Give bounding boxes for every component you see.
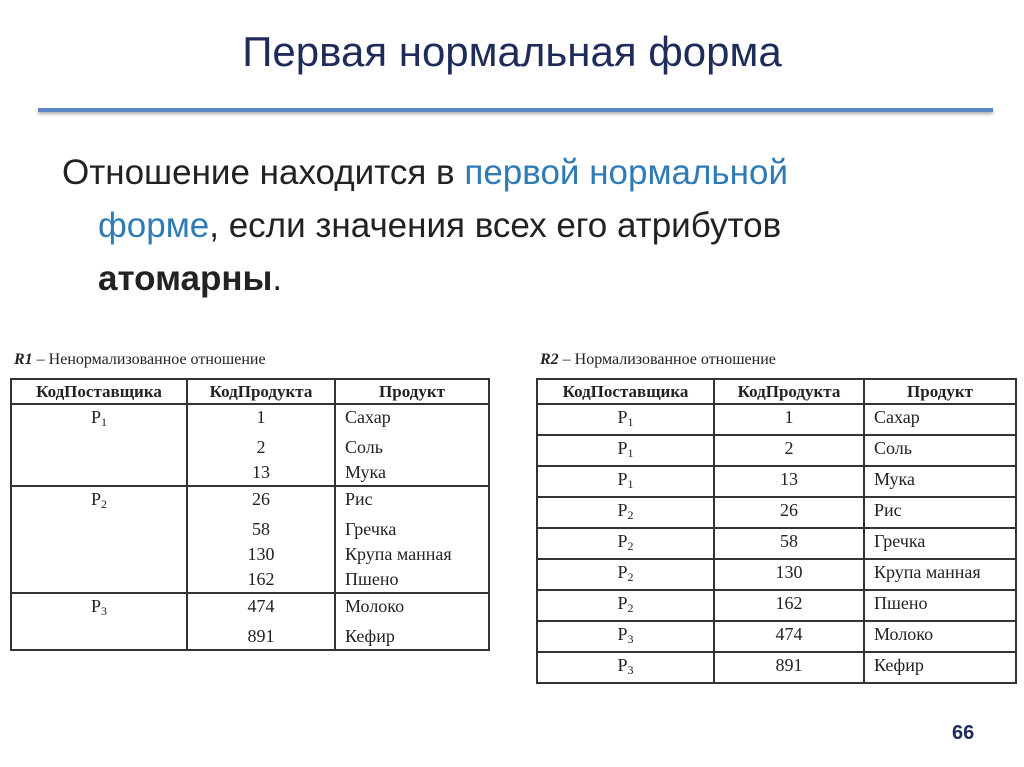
- supplier-letter: P: [90, 407, 101, 427]
- supplier-cell: [537, 497, 714, 528]
- supplier-cell-empty: [11, 567, 187, 593]
- table-row: [537, 652, 1016, 683]
- table-row: [11, 435, 489, 460]
- table-r1-block: [10, 348, 490, 651]
- supplier-cell: [537, 621, 714, 652]
- product-code-cell: 891: [187, 624, 335, 650]
- supplier-cell-empty: [11, 542, 187, 567]
- product-cell: Кефир: [864, 652, 1016, 683]
- supplier-index: 3: [627, 632, 634, 646]
- supplier-cell: [537, 559, 714, 590]
- product-code-cell: 162: [187, 567, 335, 593]
- product-cell: Крупа манная: [345, 544, 452, 564]
- product-code-cell: 58: [187, 517, 335, 542]
- supplier-cell-empty: [11, 517, 187, 542]
- product-cell: Рис: [345, 489, 373, 509]
- table-r1-unnormalized: [10, 378, 490, 651]
- caption-name: R2: [540, 351, 559, 368]
- header-product-code: КодПродукта: [714, 379, 864, 404]
- supplier-index: 1: [627, 446, 634, 460]
- supplier-letter: P: [617, 407, 628, 427]
- table-row: [11, 593, 489, 624]
- supplier-letter: P: [617, 500, 628, 520]
- product-code-cell: 130: [187, 542, 335, 567]
- caption-text: – Ненормализованное отношение: [32, 351, 266, 368]
- table-r1-caption: [10, 348, 490, 378]
- product-code-cell: 474: [187, 593, 335, 624]
- table-row: [11, 486, 489, 517]
- supplier-index: 2: [627, 508, 634, 522]
- supplier-cell: [537, 435, 714, 466]
- table-row: [537, 528, 1016, 559]
- product-cell: Гречка: [345, 519, 397, 539]
- product-cell: Крупа манная: [864, 559, 1016, 590]
- product-cell: Соль: [864, 435, 1016, 466]
- table-row: [537, 621, 1016, 652]
- supplier-letter: P: [617, 469, 628, 489]
- supplier-cell: [537, 404, 714, 435]
- table-r2-caption: [536, 348, 1017, 378]
- supplier-index: 3: [101, 604, 107, 618]
- term-highlight-1: первой нормальной: [464, 153, 788, 192]
- definition-part2: , если значения всех его атрибутов: [209, 206, 782, 245]
- supplier-cell-empty: [11, 624, 187, 650]
- supplier-index: 1: [627, 477, 634, 491]
- product-code-cell: 162: [714, 590, 864, 621]
- product-cell: Молоко: [345, 596, 405, 616]
- product-code-cell: 2: [187, 435, 335, 460]
- caption-name: R1: [14, 351, 33, 368]
- product-cell: Мука: [335, 460, 489, 486]
- table-row: [11, 460, 489, 486]
- supplier-index: 2: [627, 601, 634, 615]
- product-code-cell: 13: [187, 460, 335, 486]
- table-row: [537, 590, 1016, 621]
- supplier-letter: P: [617, 655, 628, 675]
- header-supplier-code: КодПоставщика: [11, 379, 187, 404]
- supplier-cell: [537, 590, 714, 621]
- header-supplier-code: КодПоставщика: [537, 379, 714, 404]
- product-code-cell: 474: [714, 621, 864, 652]
- table-row: [11, 567, 489, 593]
- product-code-cell: 891: [714, 652, 864, 683]
- header-product-code: КодПродукта: [187, 379, 335, 404]
- table-row: [537, 466, 1016, 497]
- product-cell: Сахар: [345, 407, 391, 427]
- supplier-index: 2: [101, 497, 107, 511]
- definition-bold: атомарны: [98, 259, 273, 298]
- header-product: Продукт: [335, 379, 489, 404]
- definition-text: [62, 146, 962, 305]
- supplier-cell: [11, 404, 187, 435]
- product-cell: Кефир: [335, 624, 489, 650]
- product-cell: Пшено: [864, 590, 1016, 621]
- product-code-cell: 2: [714, 435, 864, 466]
- table-row: [537, 404, 1016, 435]
- product-cell: Молоко: [864, 621, 1016, 652]
- product-cell: Соль: [345, 437, 383, 457]
- table-row: [11, 517, 489, 542]
- supplier-letter: P: [90, 596, 101, 616]
- supplier-cell: [11, 486, 187, 517]
- table-row: [537, 559, 1016, 590]
- title-divider: [38, 108, 993, 112]
- definition-part1: Отношение находится в: [62, 153, 465, 192]
- definition-end: .: [272, 259, 283, 298]
- supplier-index: 2: [627, 570, 634, 584]
- product-code-cell: 130: [714, 559, 864, 590]
- supplier-letter: P: [617, 593, 628, 613]
- table-row: [11, 404, 489, 435]
- supplier-cell: [537, 528, 714, 559]
- supplier-letter: P: [617, 562, 628, 582]
- header-product: Продукт: [864, 379, 1016, 404]
- product-code-cell: 13: [714, 466, 864, 497]
- supplier-cell-empty: [11, 460, 187, 486]
- supplier-letter: P: [617, 531, 628, 551]
- supplier-index: 1: [101, 415, 107, 429]
- table-row: [537, 497, 1016, 528]
- product-cell: Сахар: [864, 404, 1016, 435]
- supplier-index: 3: [627, 663, 634, 677]
- table-row: [11, 542, 489, 567]
- product-code-cell: 58: [714, 528, 864, 559]
- product-cell: Рис: [864, 497, 1016, 528]
- term-highlight-2: форме: [98, 206, 210, 245]
- product-code-cell: 26: [714, 497, 864, 528]
- product-cell: Мука: [864, 466, 1016, 497]
- supplier-index: 1: [627, 415, 634, 429]
- product-code-cell: 1: [187, 404, 335, 435]
- product-code-cell: 26: [187, 486, 335, 517]
- product-cell: Пшено: [335, 567, 489, 593]
- table-row: [537, 435, 1016, 466]
- supplier-cell-empty: [11, 435, 187, 460]
- page-number: 66: [952, 722, 975, 744]
- supplier-letter: P: [617, 624, 628, 644]
- supplier-letter: P: [617, 438, 628, 458]
- table-r2-block: [536, 348, 1017, 684]
- product-code-cell: 1: [714, 404, 864, 435]
- supplier-cell: [537, 652, 714, 683]
- supplier-cell: [11, 593, 187, 624]
- supplier-letter: P: [90, 489, 101, 509]
- supplier-cell: [537, 466, 714, 497]
- table-row: [11, 624, 489, 650]
- supplier-index: 2: [627, 539, 634, 553]
- product-cell: Гречка: [864, 528, 1016, 559]
- table-r2-normalized: [536, 378, 1017, 684]
- slide-title: Первая нормальная форма: [242, 28, 782, 75]
- caption-text: – Нормализованное отношение: [558, 351, 776, 368]
